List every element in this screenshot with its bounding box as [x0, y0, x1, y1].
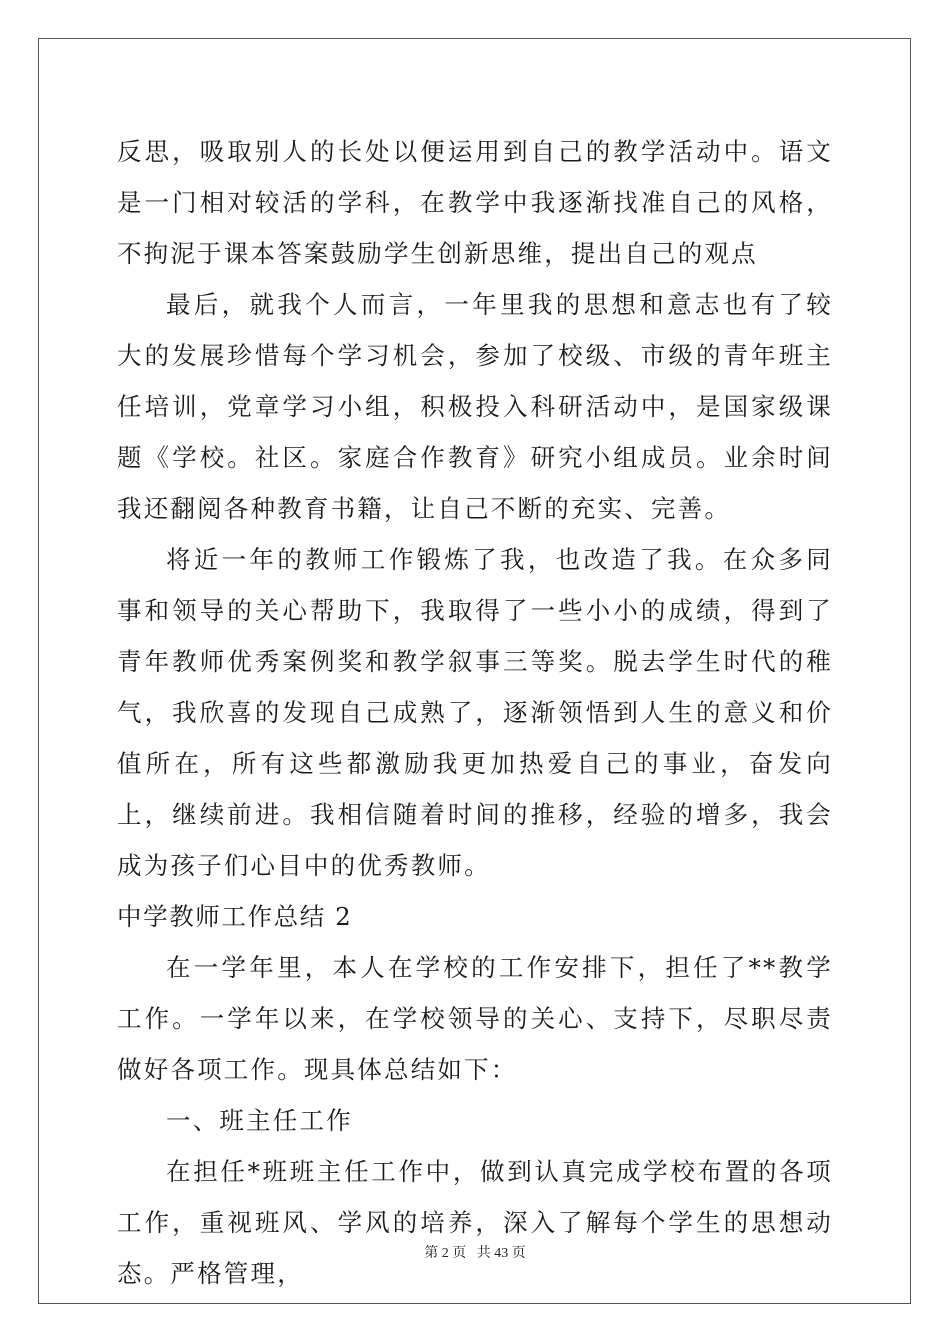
- page-total: 共 43 页: [476, 1246, 526, 1261]
- paragraph-3: 将近一年的教师工作锻炼了我，也改造了我。在众多同事和领导的关心帮助下，我取得了一些小小的成绩，得到了青年教师优秀案例奖和教学叙事三等奖。脱去学生时代的稚气，我欣喜的发现自己成熟了，逐渐领悟到人生的意义和价值所在，所有这些都激励我更加热爱自己的事业，奋发向上，继续前进。我相信随着时间的推移，经验的增多，我会成为孩子们心目中的优秀教师。: [117, 545, 833, 880]
- section-heading: 中学教师工作总结 2: [117, 902, 353, 931]
- paragraph-1: 反思，吸取别人的长处以便运用到自己的教学活动中。语文是一门相对较活的学科，在教学中我逐渐找准自己的风格，不拘泥于课本答案鼓励学生创新思维，提出自己的观点: [117, 137, 833, 268]
- paragraph-5: 在担任*班班主任工作中，做到认真完成学校布置的各项工作，重视班风、学风的培养，深入了解每个学生的思想动态。严格管理，: [117, 1157, 833, 1288]
- paragraph-2: 最后，就我个人而言，一年里我的思想和意志也有了较大的发展珍惜每个学习机会，参加了校级、市级的青年班主任培训，党章学习小组，积极投入科研活动中，是国家级课题《学校。社区。家庭合作教育》研究小组成员。业余时间我还翻阅各种教育书籍，让自己不断的充实、完善。: [117, 290, 833, 523]
- page-number: 第 2 页: [424, 1246, 467, 1261]
- subsection-heading: 一、班主任工作: [166, 1106, 353, 1135]
- document-body: [117, 126, 833, 1299]
- page-footer: [0, 1244, 950, 1264]
- paragraph-4: 在一学年里，本人在学校的工作安排下，担任了**教学工作。一学年以来，在学校领导的关心、支持下，尽职尽责做好各项工作。现具体总结如下：: [117, 953, 833, 1084]
